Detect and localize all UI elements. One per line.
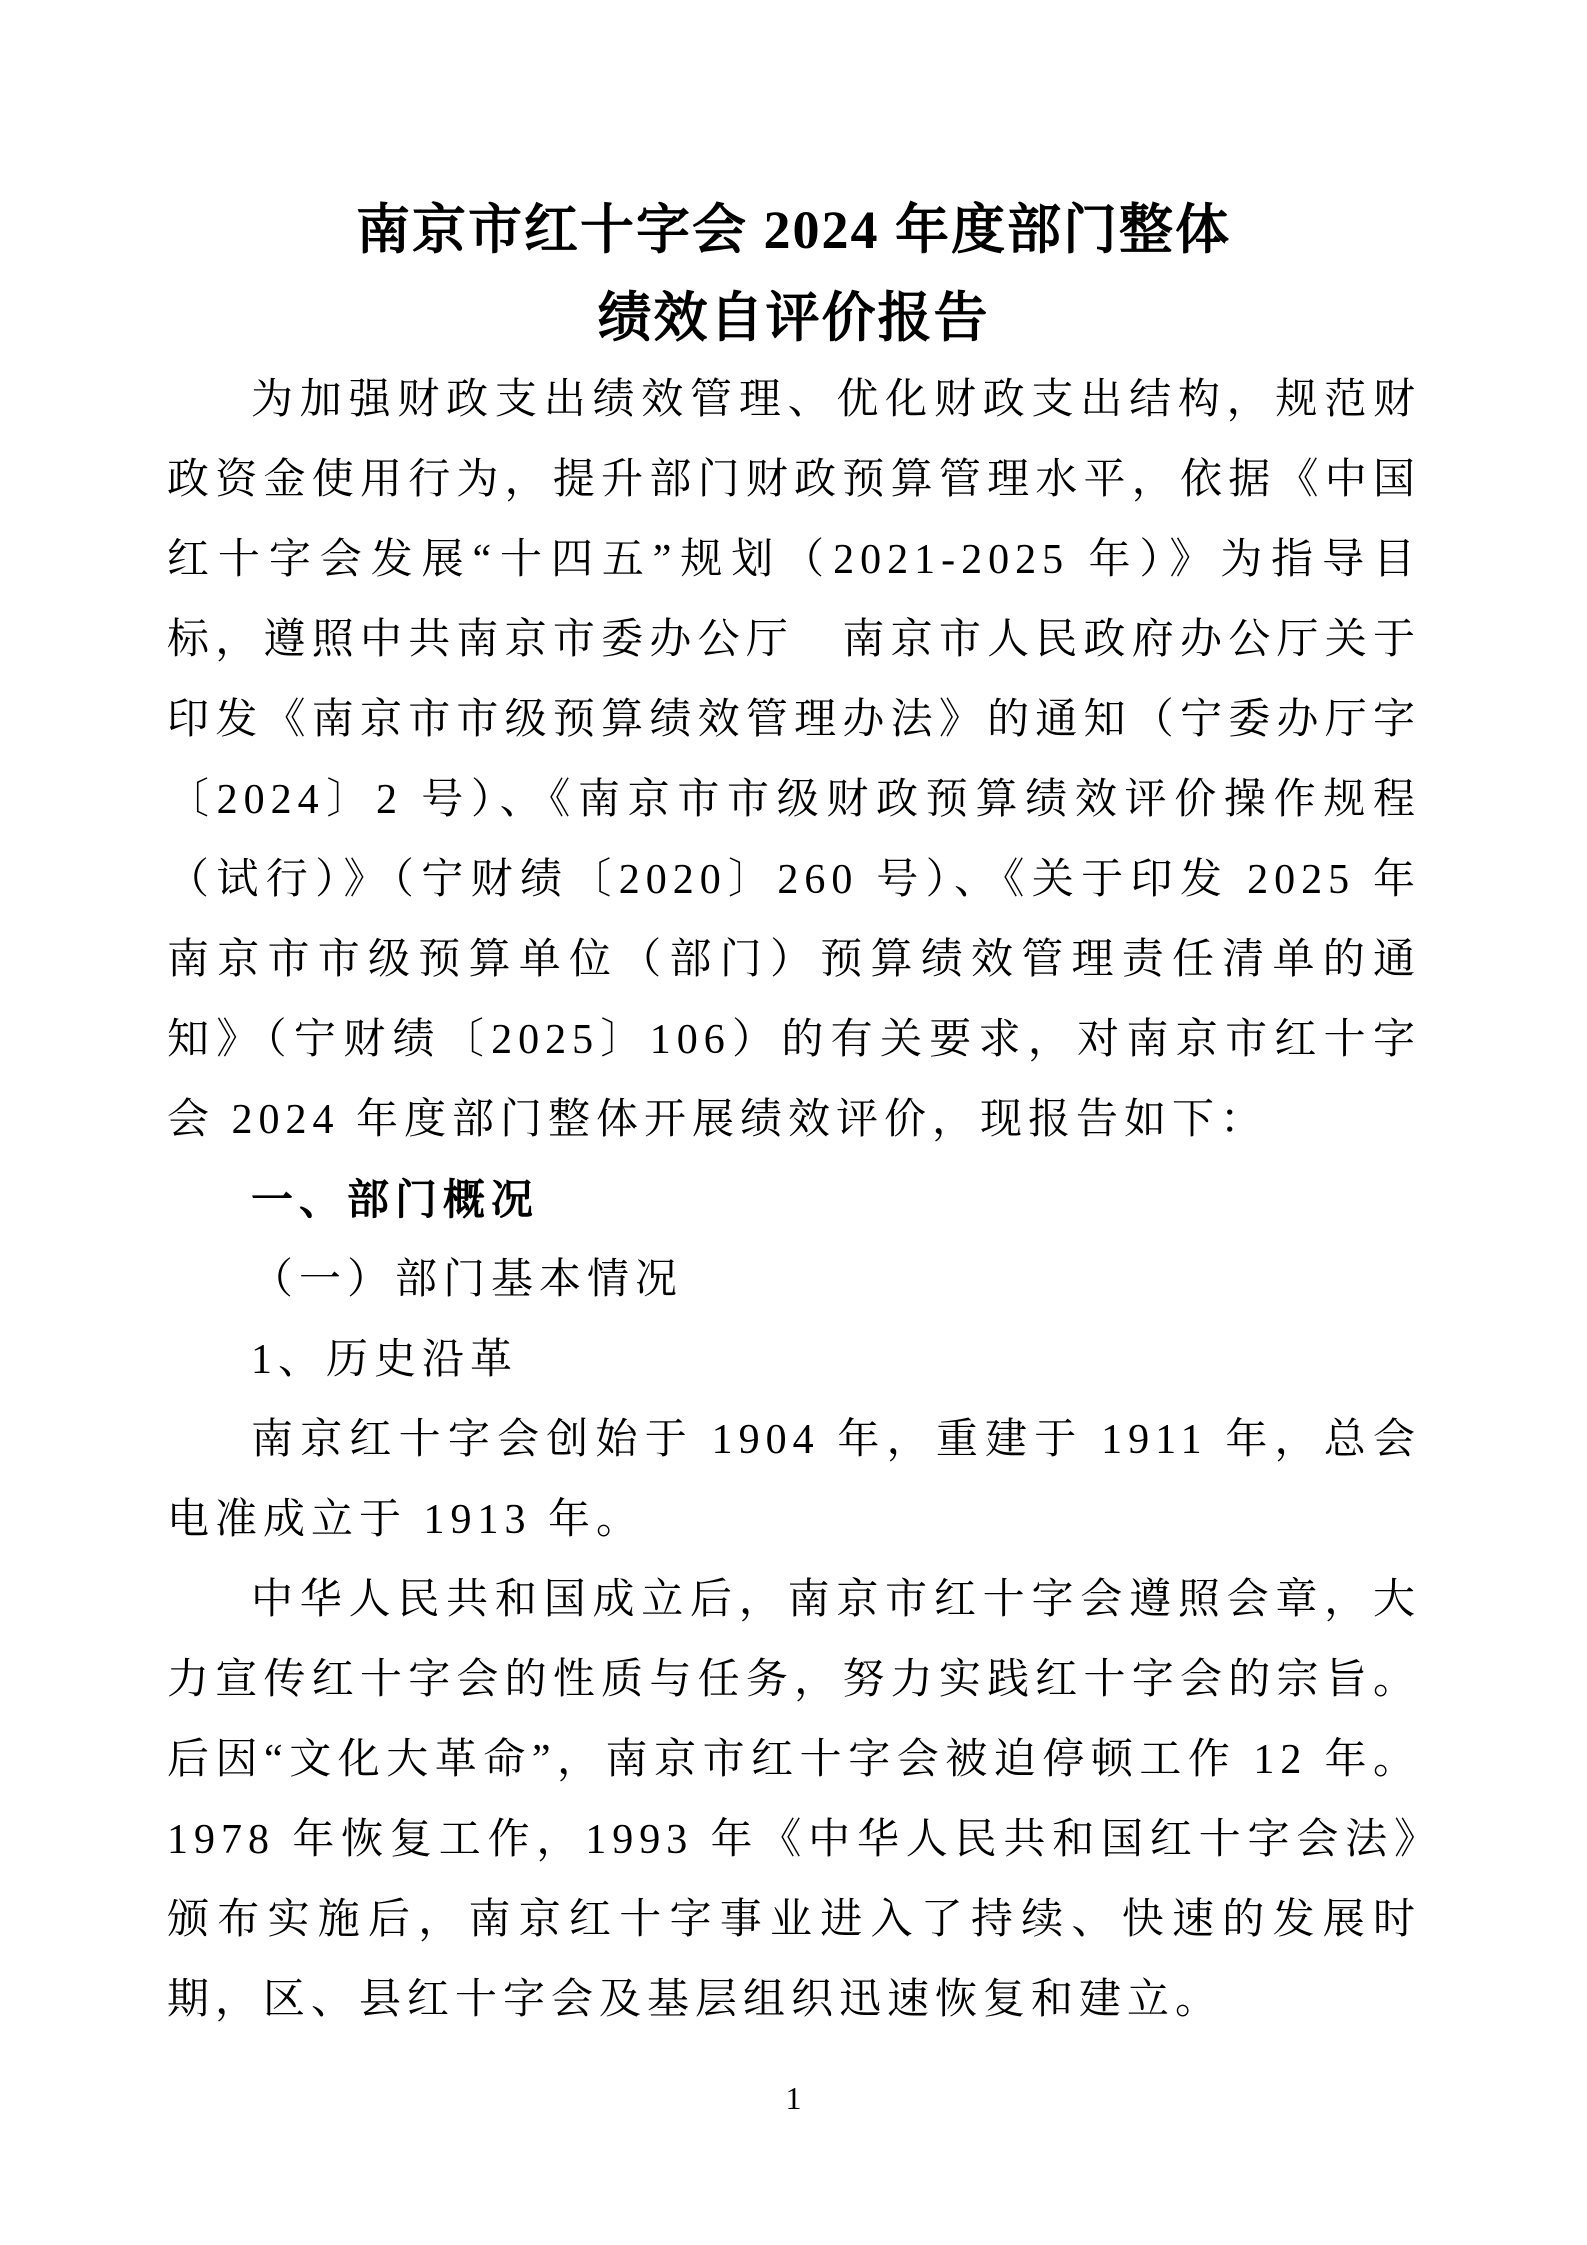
heading-level-1: 一、部门概况 [251, 1176, 540, 1223]
document-title [0, 186, 1587, 362]
document-content [167, 360, 1421, 2040]
document-title-line-2: 绩效自评价报告 [597, 288, 990, 348]
document-title-line-1: 南京市红十字会 2024 年度部门整体 [356, 200, 1231, 260]
body-paragraph: 中华人民共和国成立后，南京市红十字会遵照会章，大力宣传红十字会的性质与任务，努力实践红十字会的宗旨。后因“文化大革命”，南京市红十字会被迫停顿工作 12 年。1978 年恢复工作，1993 年《中华人民共和国红十字会法》颁布实施后，南京红十字事业进入了持续、快速的发展时期，区、县红十字会及基层组织迅速恢复和建立。 [167, 1577, 1421, 2023]
heading-level-3: 1、历史沿革 [251, 1337, 519, 1383]
page-number: 1 [785, 2080, 802, 2116]
body-paragraph: 为加强财政支出绩效管理、优化财政支出结构，规范财政资金使用行为，提升部门财政预算管理水平，依据《中国红十字会发展“十四五”规划（2021-2025 年）》为指导目标，遵照中共南京市委办公厅 南京市人民政府办公厅关于印发《南京市市级预算绩效管理办法》的通知（宁委办厅字〔2024〕2 号）、《南京市市级财政预算绩效评价操作规程（试行）》（宁财绩〔2020〕260 号）、《关于印发 2025 年南京市市级预算单位（部门）预算绩效管理责任清单的通知》（宁财绩〔2025〕106）的有关要求，对南京市红十字会 2024 年度部门整体开展绩效评价，现报告如下： [167, 377, 1421, 1143]
body-paragraph: 南京红十字会创始于 1904 年，重建于 1911 年，总会电准成立于 1913 年。 [167, 1417, 1421, 1543]
heading-level-2: （一）部门基本情况 [251, 1257, 684, 1303]
